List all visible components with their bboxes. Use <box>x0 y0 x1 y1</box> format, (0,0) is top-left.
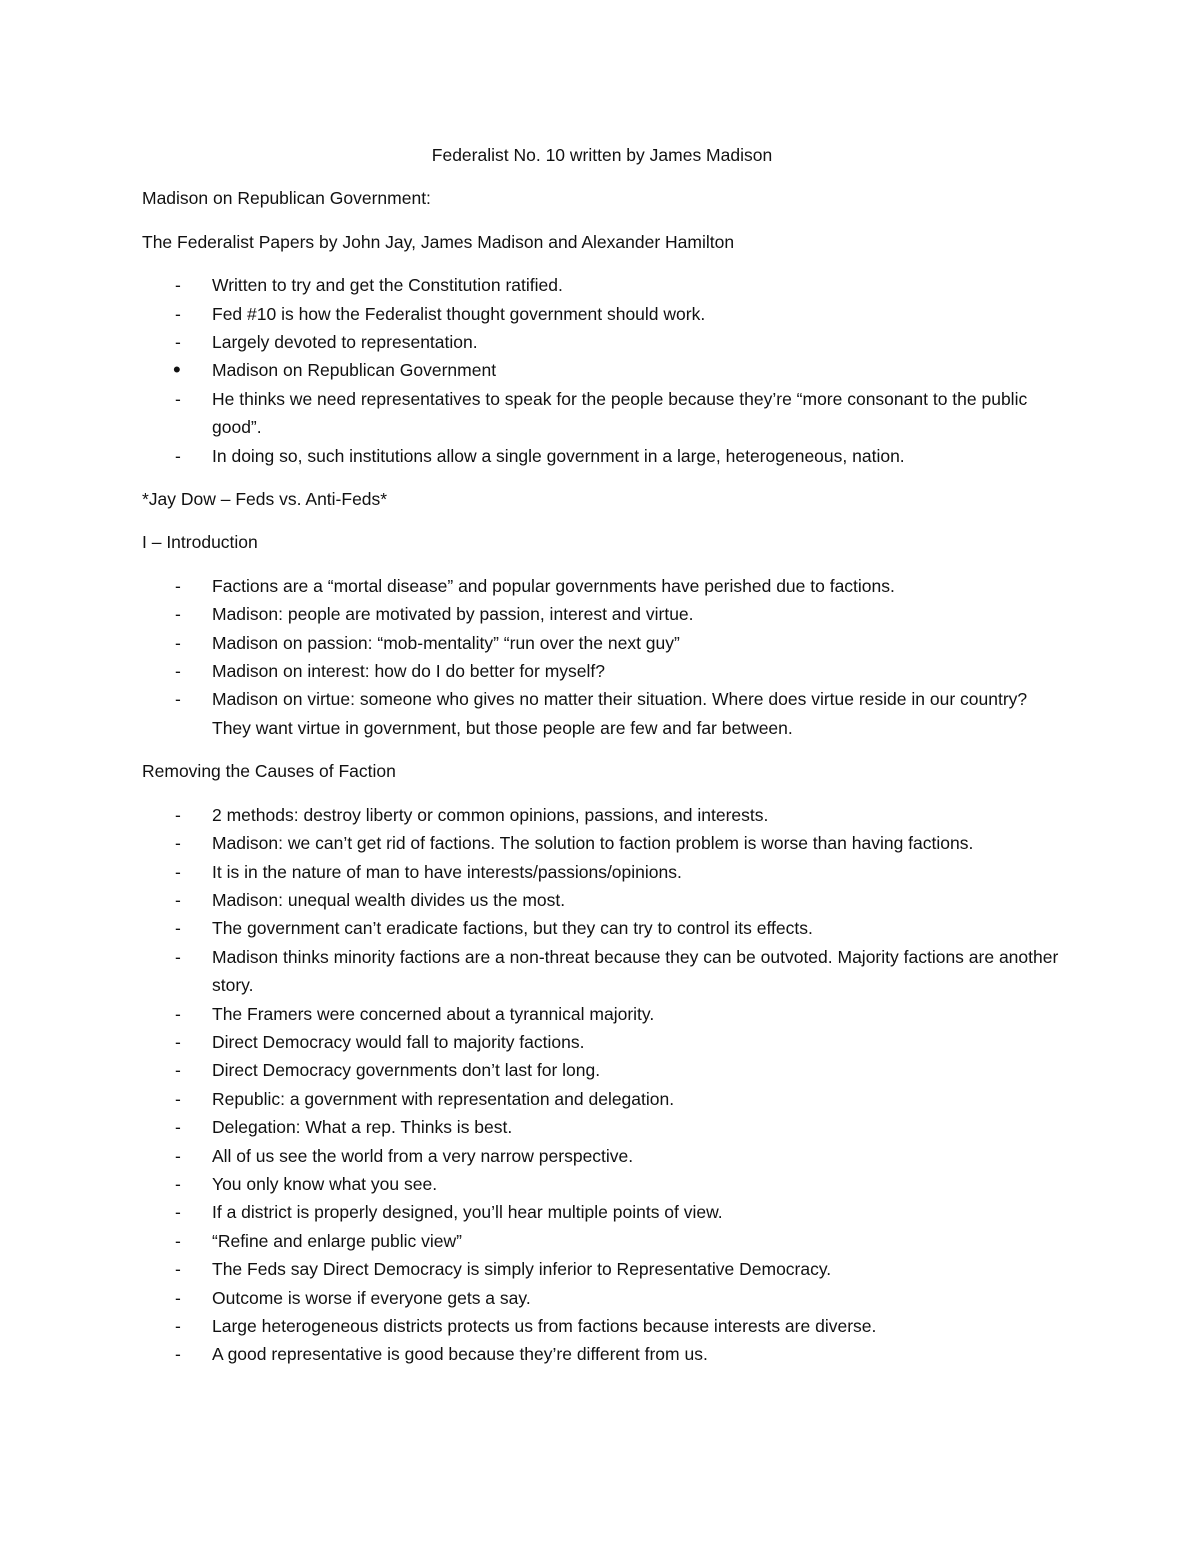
dash-marker: - <box>175 575 181 596</box>
dash-marker: - <box>175 1088 181 1109</box>
list-item-text: Fed #10 is how the Federalist thought government should work. <box>212 303 706 324</box>
list-item-text: Largely devoted to representation. <box>212 332 478 353</box>
list-item-text: Madison: unequal wealth divides us the most. <box>212 889 566 910</box>
section-heading-introduction: I – Introduction <box>142 532 258 553</box>
list-item-text: Direct Democracy would fall to majority factions. <box>212 1031 585 1052</box>
list-item-text: The Feds say Direct Democracy is simply inferior to Representative Democracy. <box>212 1259 832 1280</box>
list-item-text: Madison on virtue: someone who gives no matter their situation. Where does virtue reside in our country? They want virtue in government, but those people are few and far between. <box>212 689 1028 738</box>
dash-marker: - <box>175 889 181 910</box>
list-item <box>142 271 1062 299</box>
dash-marker: - <box>175 332 181 353</box>
list-item <box>142 300 1062 328</box>
dash-marker: - <box>175 1230 181 1251</box>
dash-marker: - <box>175 1031 181 1052</box>
list-item <box>142 1056 1062 1084</box>
dash-marker: - <box>175 275 181 296</box>
list-item-text: Madison on Republican Government <box>212 360 497 381</box>
list-item <box>142 600 1062 628</box>
note-line: *Jay Dow – Feds vs. Anti-Feds* <box>142 489 388 510</box>
list-item <box>142 1113 1062 1141</box>
dash-marker: - <box>175 1003 181 1024</box>
list-item <box>142 914 1062 942</box>
document-title: Federalist No. 10 written by James Madison <box>431 145 773 165</box>
dash-marker: - <box>175 1344 181 1365</box>
list-item <box>142 1170 1062 1198</box>
list-item <box>142 1028 1062 1056</box>
bullet-dot-icon: • <box>173 357 181 383</box>
list-item-text: Republic: a government with representation and delegation. <box>212 1088 675 1109</box>
dash-marker: - <box>175 1145 181 1166</box>
list-item <box>142 1284 1062 1312</box>
list-item-text: You only know what you see. <box>212 1173 438 1194</box>
section-heading-removing-causes: Removing the Causes of Faction <box>142 761 396 782</box>
list-item <box>142 1085 1062 1113</box>
list-item <box>142 886 1062 914</box>
list-item-text: All of us see the world from a very narrow perspective. <box>212 1145 634 1166</box>
list-item-text: The Framers were concerned about a tyrannical majority. <box>212 1003 655 1024</box>
bullet-list-introduction <box>142 572 1062 742</box>
intro-paragraph: The Federalist Papers by John Jay, James Madison and Alexander Hamilton <box>142 231 735 252</box>
list-item <box>142 1340 1062 1368</box>
dash-marker: - <box>175 632 181 653</box>
list-item-text: It is in the nature of man to have interests/passions/opinions. <box>212 861 682 882</box>
dash-marker: - <box>175 661 181 682</box>
dash-marker: - <box>175 861 181 882</box>
list-item <box>142 1142 1062 1170</box>
list-item <box>142 572 1062 600</box>
list-item-text: If a district is properly designed, you’ll hear multiple points of view. <box>212 1202 723 1223</box>
list-item <box>142 1227 1062 1255</box>
dash-marker: - <box>175 1316 181 1337</box>
list-item <box>142 1312 1062 1340</box>
dash-marker: - <box>175 1259 181 1280</box>
list-item-text: In doing so, such institutions allow a single government in a large, heterogeneous, nation. <box>212 445 905 466</box>
list-item <box>142 356 1062 384</box>
list-item-text: He thinks we need representatives to speak for the people because they’re “more consonant to the public good”. <box>212 388 1028 438</box>
dash-marker: - <box>175 918 181 939</box>
list-item-text: Factions are a “mortal disease” and popular governments have perished due to factions. <box>212 575 895 596</box>
dash-marker: - <box>175 946 181 967</box>
document-page <box>142 141 1062 1384</box>
list-item <box>142 1198 1062 1226</box>
list-item-text: Written to try and get the Constitution ratified. <box>212 275 563 296</box>
dash-marker: - <box>175 1202 181 1223</box>
dash-marker: - <box>175 1117 181 1138</box>
list-item <box>142 328 1062 356</box>
dash-marker: - <box>175 804 181 825</box>
dash-marker: - <box>175 604 181 625</box>
list-item <box>142 685 1062 742</box>
list-item-text: Large heterogeneous districts protects us from factions because interests are diverse. <box>212 1316 877 1337</box>
list-item <box>142 801 1062 829</box>
list-item <box>142 1255 1062 1283</box>
list-item-text: Madison thinks minority factions are a non-threat because they can be outvoted. Majority factions are another story. <box>212 946 1059 996</box>
list-item-text: Madison: people are motivated by passion, interest and virtue. <box>212 604 694 625</box>
list-item-text: A good representative is good because they’re different from us. <box>212 1344 708 1365</box>
dash-marker: - <box>175 303 181 324</box>
bullet-list-overview <box>142 271 1062 470</box>
dash-marker: - <box>175 388 181 409</box>
list-item-text: Madison on passion: “mob-mentality” “run over the next guy” <box>212 632 680 653</box>
dash-marker: - <box>175 1287 181 1308</box>
list-item <box>142 1000 1062 1028</box>
list-item-text: Outcome is worse if everyone gets a say. <box>212 1287 531 1308</box>
list-item-text: “Refine and enlarge public view” <box>212 1230 462 1251</box>
dash-marker: - <box>175 833 181 854</box>
list-item <box>142 943 1062 1000</box>
list-item <box>142 829 1062 857</box>
list-item-text: 2 methods: destroy liberty or common opinions, passions, and interests. <box>212 804 769 825</box>
list-item-text: Madison: we can’t get rid of factions. The solution to faction problem is worse than having factions. <box>212 833 974 854</box>
list-item <box>142 385 1062 442</box>
list-item <box>142 657 1062 685</box>
dash-marker: - <box>175 1060 181 1081</box>
list-item-text: Madison on interest: how do I do better for myself? <box>212 661 605 682</box>
dash-marker: - <box>175 1173 181 1194</box>
heading-republican-government: Madison on Republican Government: <box>142 188 431 209</box>
list-item-text: Direct Democracy governments don’t last for long. <box>212 1060 601 1081</box>
list-item <box>142 858 1062 886</box>
list-item-text: Delegation: What a rep. Thinks is best. <box>212 1117 513 1138</box>
list-item <box>142 629 1062 657</box>
list-item-text: The government can’t eradicate factions, but they can try to control its effects. <box>212 918 813 939</box>
dash-marker: - <box>175 445 181 466</box>
list-item <box>142 442 1062 470</box>
dash-marker: - <box>175 689 181 710</box>
bullet-list-removing-causes <box>142 801 1062 1369</box>
